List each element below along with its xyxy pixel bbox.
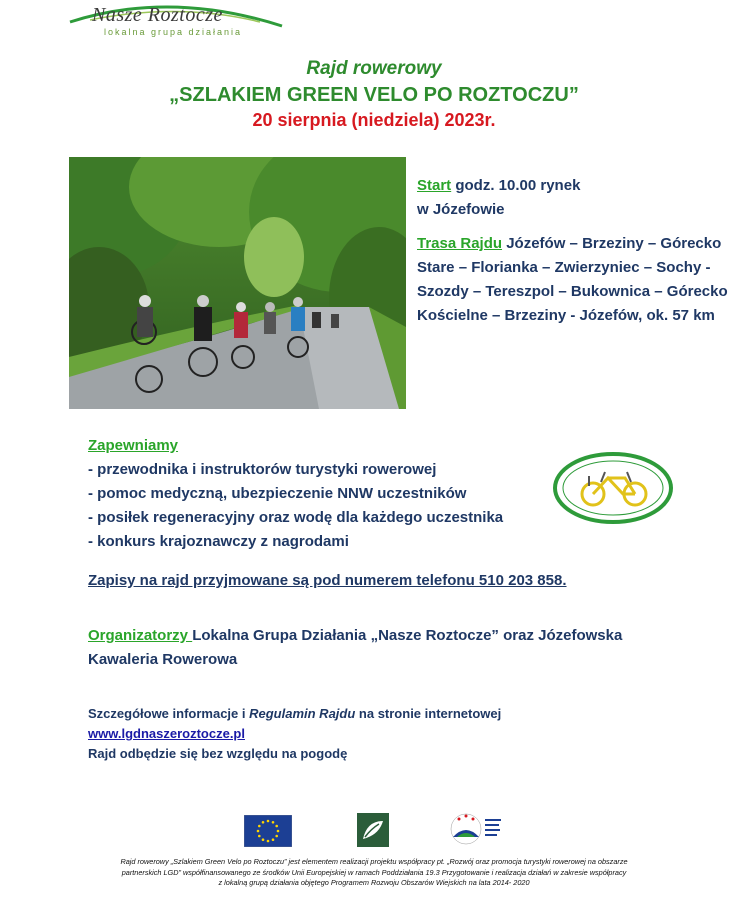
start-time: godz. 10.00 rynek bbox=[451, 177, 581, 194]
weather-note: Rajd odbędzie się bez względu na pogodę bbox=[88, 746, 348, 761]
organizers-label: Organizatorzy bbox=[88, 627, 193, 644]
signup-info: Zapisy na rajd przyjmowane są pod numerem telefonu 510 203 858. bbox=[88, 572, 567, 589]
lgd-logo bbox=[60, 0, 290, 44]
regulations-text: Regulamin Rajdu bbox=[249, 706, 356, 721]
footer-line: partnerskich LGD” współfinansowanego ze środków Unii Europejskiej w ramach Poddziałania 19.3 Przygotowanie i realizacja działań w zakresie współpracy bbox=[121, 867, 627, 877]
prow-logo-icon bbox=[449, 809, 503, 849]
start-label: Start bbox=[417, 177, 452, 194]
provide-item: - konkurs krajoznawczy z nagrodami bbox=[88, 533, 349, 550]
route-info bbox=[417, 232, 737, 328]
provide-label: Zapewniamy bbox=[88, 437, 179, 454]
provide-item: - posiłek regeneracyjny oraz wodę dla każdego uczestnika bbox=[88, 509, 504, 526]
provide-section bbox=[88, 434, 568, 554]
route-label: Trasa Rajdu bbox=[417, 235, 503, 252]
event-title: „SZLAKIEM GREEN VELO PO ROZTOCZU” bbox=[169, 84, 579, 106]
event-date: 20 sierpnia (niedziela) 2023r. bbox=[252, 110, 496, 130]
eu-flag-icon bbox=[244, 815, 292, 847]
logo-title: Nasze Roztocze bbox=[92, 4, 223, 26]
club-bicycle-icon bbox=[553, 452, 673, 524]
details-info bbox=[88, 704, 648, 764]
organizers-text: Lokalna Grupa Działania „Nasze Roztocze” oraz Józefowska Kawaleria Rowerowa bbox=[88, 627, 623, 668]
website-link[interactable]: www.lgdnaszeroztocze.pl bbox=[88, 726, 245, 741]
provide-item: - przewodnika i instruktorów turystyki rowerowej bbox=[88, 461, 437, 478]
footer-note bbox=[60, 857, 688, 889]
route-text: Józefów – Brzeziny – Górecko Stare – Florianka – Zwierzyniec – Sochy - Szozdy – Tereszpol – Bukownica – Górecko Kościelne – Brzeziny - Józefów, ok. 57 km bbox=[417, 235, 728, 324]
details-text: Szczegółowe informacje i bbox=[88, 706, 250, 721]
footer-line: z lokalną grupą działania objętego Programem Rozwoju Obszarów Wiejskich na lata 2014- 2020 bbox=[218, 878, 530, 887]
logo-subtitle: lokalna grupa działania bbox=[104, 27, 243, 37]
organizers-info bbox=[88, 624, 648, 672]
provide-item: - pomoc medyczną, ubezpieczenie NNW uczestników bbox=[88, 485, 467, 502]
club-logo bbox=[553, 452, 673, 524]
cyclists-photo bbox=[69, 157, 406, 409]
event-type: Rajd rowerowy bbox=[306, 58, 442, 79]
leader-logo-icon bbox=[357, 813, 389, 847]
footer-line: Rajd rowerowy „Szlakiem Green Velo po Roztoczu” jest elementem realizacji projektu współpracy pt. „Rozwój oraz promocja turystyki rowerowej na obszarze bbox=[120, 857, 628, 866]
start-place: w Józefowie bbox=[417, 201, 505, 218]
details-text-end: na stronie internetowej bbox=[355, 706, 502, 721]
start-info bbox=[417, 174, 717, 222]
